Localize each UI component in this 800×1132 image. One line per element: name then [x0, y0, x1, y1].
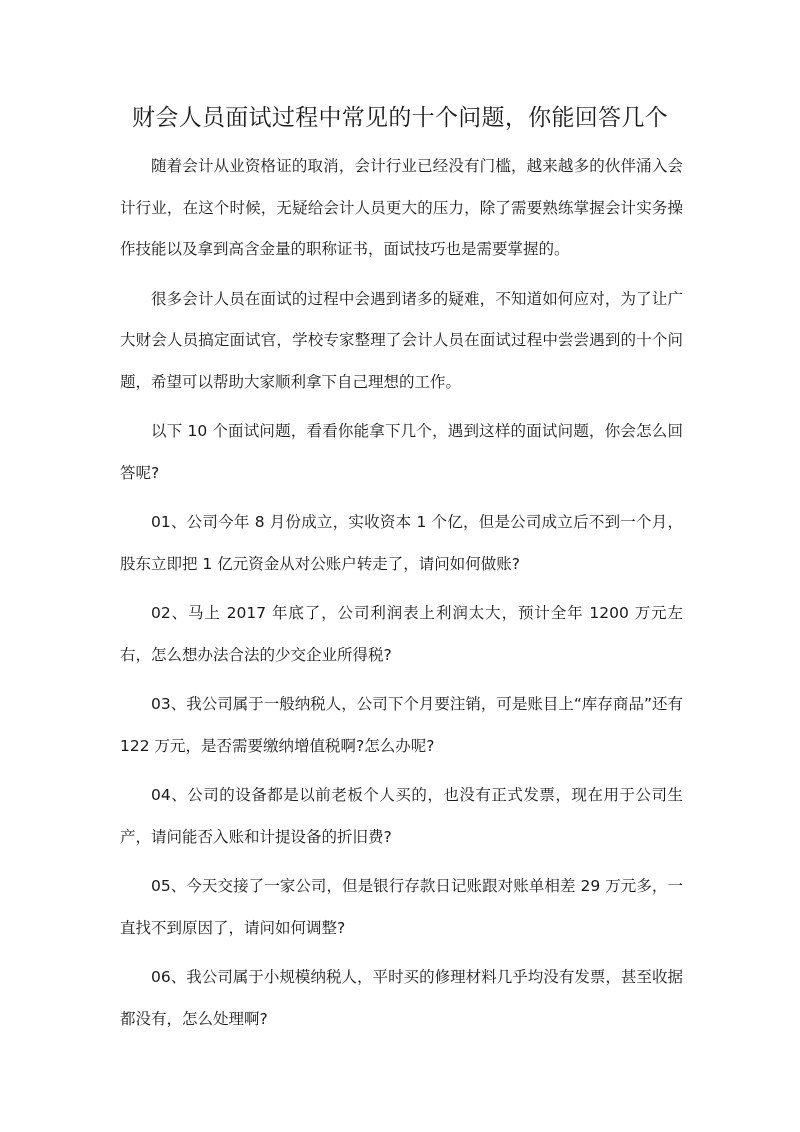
- question-04: 04、公司的设备都是以前老板个人买的，也没有正式发票，现在用于公司生产，请问能否入账和计提设备的折旧费?: [120, 786, 683, 846]
- question-05: 05、今天交接了一家公司，但是银行存款日记账跟对账单相差 29 万元多，一直找不到原因了，请问如何调整?: [120, 877, 683, 937]
- question-02: 02、马上 2017 年底了，公司利润表上利润太大，预计全年 1200 万元左右，怎么想办法合法的少交企业所得税?: [120, 604, 683, 664]
- document-body: [120, 146, 683, 1048]
- question-06: 06、我公司属于小规模纳税人，平时买的修理材料几乎均没有发票，甚至收据都没有，怎么处理啊?: [120, 968, 683, 1028]
- paragraph-lead-in: 以下 10 个面试问题，看看你能拿下几个，遇到这样的面试问题，你会怎么回答呢?: [120, 422, 683, 482]
- paragraph-intro: 随着会计从业资格证的取消，会计行业已经没有门槛，越来越多的伙伴涌入会计行业，在这个时候，无疑给会计人员更大的压力，除了需要熟练掌握会计实务操作技能以及拿到高含金量的职称证书，面试技巧也是需要掌握的。: [120, 157, 683, 258]
- document-title: 财会人员面试过程中常见的十个问题，你能回答几个: [132, 105, 668, 131]
- question-03: 03、我公司属于一般纳税人，公司下个月要注销，可是账目上“库存商品”还有 122 万元，是否需要缴纳增值税啊?怎么办呢?: [120, 695, 683, 755]
- question-01: 01、公司今年 8 月份成立，实收资本 1 个亿，但是公司成立后不到一个月，股东立即把 1 亿元资金从对公账户转走了，请问如何做账?: [120, 513, 683, 573]
- paragraph-context: 很多会计人员在面试的过程中会遇到诸多的疑难，不知道如何应对，为了让广大财会人员搞定面试官，学校专家整理了会计人员在面试过程中尝尝遇到的十个问题，希望可以帮助大家顺利拿下自己理想的工作。: [120, 289, 683, 391]
